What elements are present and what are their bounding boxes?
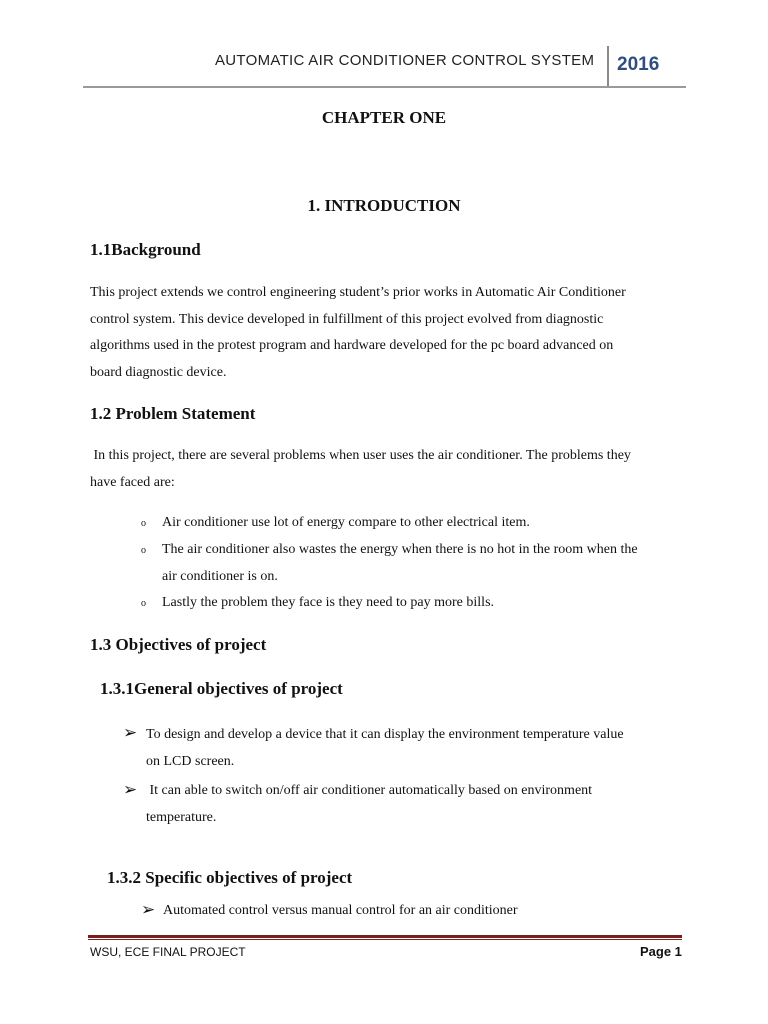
list-item: Automated control versus manual control for an air conditioner xyxy=(163,903,518,918)
arrow-bullet-icon: ➢ xyxy=(123,723,138,742)
footer-rule-thin xyxy=(88,939,682,940)
bullet-marker: o xyxy=(141,598,146,609)
chapter-title: CHAPTER ONE xyxy=(321,108,447,127)
background-heading: 1.1Background xyxy=(90,240,201,259)
specific-objectives-heading: 1.3.2 Specific objectives of project xyxy=(107,868,353,887)
footer-rule xyxy=(88,935,682,938)
paragraph-line: In this project, there are several problems when user uses the air conditioner. The problems they xyxy=(90,448,631,463)
introduction-heading: 1. INTRODUCTION xyxy=(307,196,461,215)
paragraph-line: This project extends we control engineering student’s prior works in Automatic Air Conditioner xyxy=(90,285,626,300)
arrow-bullet-icon: ➢ xyxy=(123,780,138,799)
arrow-bullet-icon: ➢ xyxy=(141,900,156,919)
paragraph-line: have faced are: xyxy=(90,474,175,490)
problem-heading: 1.2 Problem Statement xyxy=(90,404,256,423)
header-divider xyxy=(607,46,609,88)
general-objectives-heading: 1.3.1General objectives of project xyxy=(100,679,343,698)
list-item: To design and develop a device that it can display the environment temperature value on LCD screen. xyxy=(146,727,624,769)
header-title: AUTOMATIC AIR CONDITIONER CONTROL SYSTEM xyxy=(215,52,595,69)
list-item: Air conditioner use lot of energy compare to other electrical item. xyxy=(162,515,530,530)
footer-project-label: WSU, ECE FINAL PROJECT xyxy=(90,945,246,959)
header-year: 2016 xyxy=(617,54,660,75)
list-item: Lastly the problem they face is they need to pay more bills. xyxy=(162,595,495,610)
paragraph-line: algorithms used in the protest program and hardware developed for the pc board advanced on xyxy=(90,338,614,353)
list-item: It can able to switch on/off air conditioner automatically based on environment temperature. xyxy=(146,783,593,825)
problem-paragraph xyxy=(90,443,678,496)
bullet-marker: o xyxy=(141,518,146,529)
bullet-marker: o xyxy=(141,545,146,556)
background-paragraph xyxy=(90,280,678,386)
list-item: The air conditioner also wastes the energy when there is no hot in the room when the air conditioner is on. xyxy=(162,542,638,584)
objectives-heading: 1.3 Objectives of project xyxy=(90,635,267,654)
header-rule xyxy=(83,86,686,88)
paragraph-line: board diagnostic device. xyxy=(90,364,227,380)
footer-page-number: Page 1 xyxy=(640,944,682,959)
paragraph-line: control system. This device developed in fulfillment of this project evolved from diagnostic xyxy=(90,311,604,327)
